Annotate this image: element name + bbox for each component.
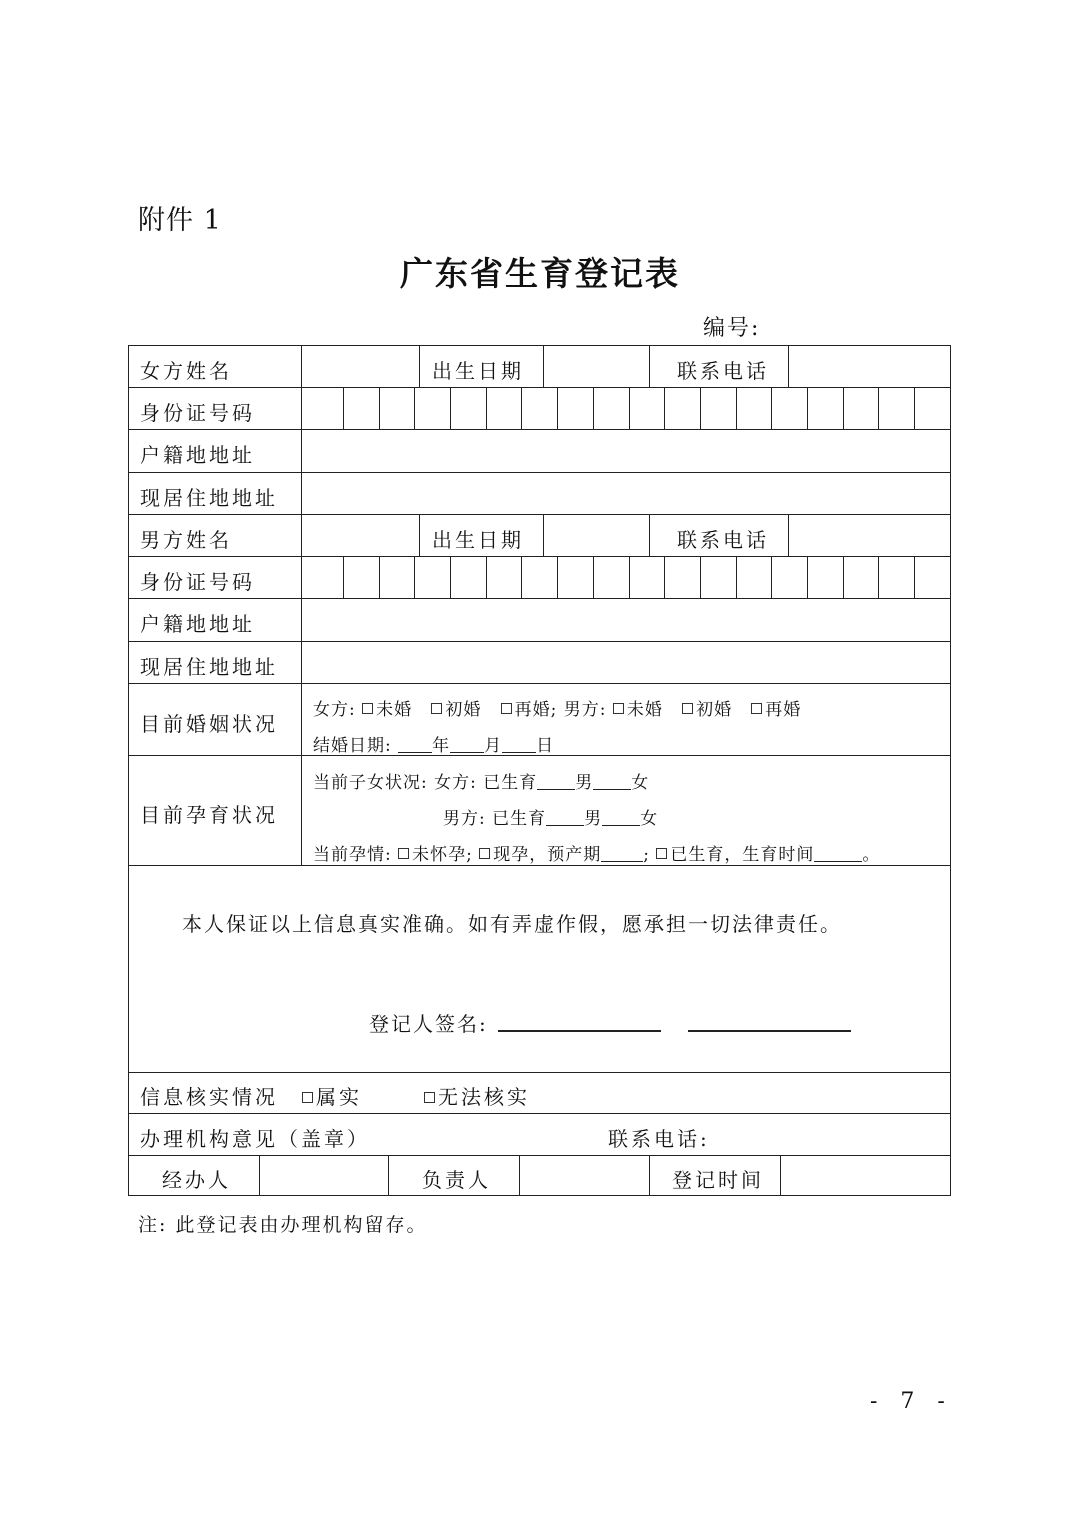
female-remarried-option[interactable]: 再婚 [501, 700, 551, 720]
female-residence-field[interactable] [303, 474, 948, 513]
female-id-label: 身份证号码 [140, 401, 255, 425]
male-id-field[interactable] [303, 558, 948, 597]
female-girls-blank[interactable] [593, 771, 631, 790]
checkbox-icon [424, 1092, 435, 1103]
male-residence-field[interactable] [303, 643, 948, 682]
given-birth-option[interactable]: 已生育，生育时间 [656, 845, 814, 865]
checkbox-icon [302, 1092, 313, 1103]
male-residence-label: 现居住地地址 [140, 655, 278, 679]
unverifiable-option[interactable]: 无法核实 [424, 1081, 530, 1110]
male-phone-field[interactable] [790, 516, 948, 555]
registration-form-table [128, 345, 951, 1196]
responsible-label: 负责人 [422, 1168, 491, 1192]
verified-true-option[interactable]: 属实 [302, 1081, 362, 1110]
male-phone-label: 联系电话 [677, 528, 769, 552]
male-hukou-label: 户籍地地址 [140, 612, 255, 636]
checkbox-icon [656, 848, 667, 859]
checkbox-icon [398, 848, 409, 859]
female-hukou-field[interactable] [303, 431, 948, 471]
male-id-label: 身份证号码 [140, 570, 255, 594]
declaration-text: 本人保证以上信息真实准确。如有弄虚作假，愿承担一切法律责任。 [182, 912, 842, 936]
agency-phone-label: 联系电话: [608, 1127, 710, 1151]
female-birth-date-field[interactable] [545, 347, 647, 386]
male-name-label: 男方姓名 [140, 528, 232, 552]
marriage-date-label: 结婚日期: [313, 736, 392, 756]
form-title: 广东省生育登记表 [400, 254, 680, 293]
fertility-status-label: 目前孕育状况 [140, 803, 278, 827]
checkbox-icon [613, 703, 624, 714]
serial-number-label: 编号: [703, 316, 761, 341]
marriage-female-prefix: 女方: [313, 700, 356, 720]
male-birth-date-field[interactable] [545, 516, 647, 555]
female-name-field[interactable] [303, 347, 417, 386]
male-boys-blank[interactable] [546, 807, 584, 826]
marriage-month-blank[interactable] [450, 734, 484, 753]
checkbox-icon [362, 703, 373, 714]
marriage-status-label: 目前婚姻状况 [140, 712, 278, 736]
marriage-date-line: 结婚日期: 年 月 日 [313, 736, 555, 756]
female-name-label: 女方姓名 [140, 359, 232, 383]
birth-time-blank[interactable] [814, 843, 862, 862]
pregnant-option[interactable]: 现孕，预产期 [479, 845, 601, 865]
due-date-blank[interactable] [601, 843, 643, 862]
handler-label: 经办人 [162, 1168, 231, 1192]
marriage-year-blank[interactable] [398, 734, 432, 753]
female-first-marriage-option[interactable]: 初婚 [431, 700, 481, 720]
agency-opinion-label: 办理机构意见（盖章） [140, 1127, 370, 1151]
children-female-line: 当前子女状况: 女方: 已生育 男 女 [313, 773, 650, 793]
marriage-male-prefix: 男方: [563, 700, 607, 720]
female-phone-label: 联系电话 [677, 359, 769, 383]
male-girls-blank[interactable] [602, 807, 640, 826]
children-male-line: 男方: 已生育 男 女 [443, 809, 659, 829]
attachment-label: 附件 1 [138, 205, 222, 236]
page-number: - 7 - [870, 1389, 953, 1414]
checkbox-icon [751, 703, 762, 714]
female-id-field[interactable] [303, 389, 948, 428]
male-remarried-option[interactable]: 再婚 [751, 700, 801, 720]
checkbox-icon [479, 848, 490, 859]
male-birth-date-label: 出生日期 [432, 528, 524, 552]
female-boys-blank[interactable] [537, 771, 575, 790]
signature-label: 登记人签名: [369, 1012, 488, 1036]
male-first-marriage-option[interactable]: 初婚 [682, 700, 732, 720]
male-name-field[interactable] [303, 516, 417, 555]
responsible-field[interactable] [521, 1157, 648, 1194]
female-unmarried-option[interactable]: 未婚 [362, 700, 412, 720]
female-phone-field[interactable] [790, 347, 948, 386]
signature-line-1[interactable] [498, 1030, 661, 1032]
verification-label: 信息核实情况 [140, 1085, 278, 1109]
registration-time-label: 登记时间 [672, 1168, 764, 1192]
marriage-options-line: 女方: 未婚 初婚 再婚; 男方: 未婚 初婚 再婚 [313, 700, 802, 720]
checkbox-icon [501, 703, 512, 714]
male-hukou-field[interactable] [303, 600, 948, 640]
male-unmarried-option[interactable]: 未婚 [613, 700, 663, 720]
female-residence-label: 现居住地地址 [140, 486, 278, 510]
checkbox-icon [431, 703, 442, 714]
female-birth-date-label: 出生日期 [432, 359, 524, 383]
marriage-day-blank[interactable] [502, 734, 536, 753]
handler-field[interactable] [261, 1157, 387, 1194]
footnote: 注: 此登记表由办理机构留存。 [138, 1214, 428, 1236]
signature-line-2[interactable] [688, 1030, 851, 1032]
female-hukou-label: 户籍地地址 [140, 443, 255, 467]
pregnancy-line: 当前孕情: 未怀孕; 现孕，预产期 ; 已生育，生育时间 。 [313, 845, 881, 865]
checkbox-icon [682, 703, 693, 714]
registration-time-field[interactable] [782, 1157, 948, 1194]
not-pregnant-option[interactable]: 未怀孕 [398, 845, 466, 865]
